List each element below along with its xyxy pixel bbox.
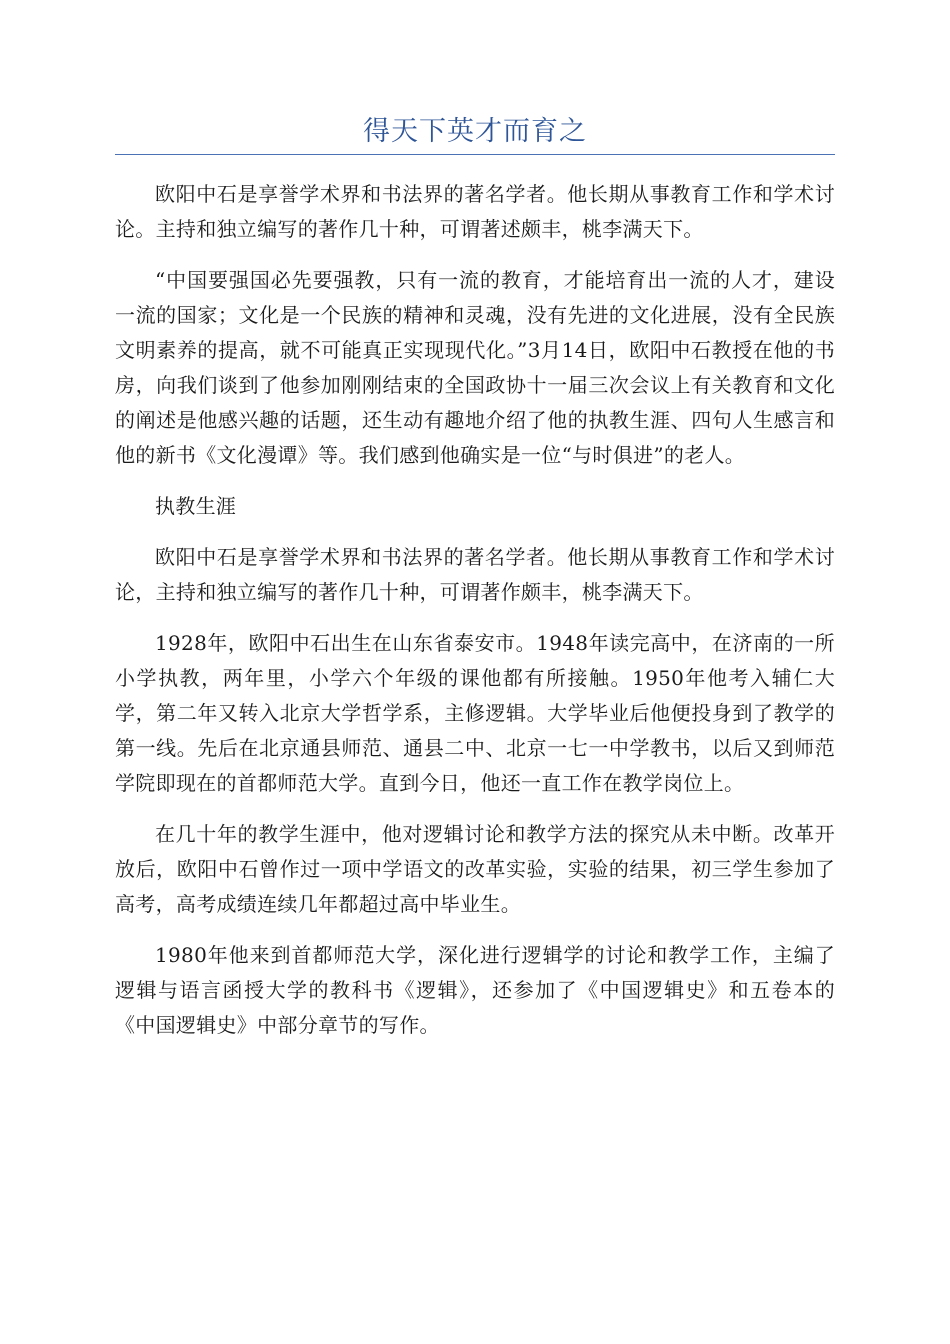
paragraph-capital-normal: 1980年他来到首都师范大学，深化进行逻辑学的讨论和教学工作，主编了逻辑与语言函授大学的教科书《逻辑》，还参加了《中国逻辑史》和五卷本的《中国逻辑史》中部分章节的写作。: [115, 943, 835, 1037]
document-title: 得天下英才而育之: [363, 116, 587, 147]
paragraph-teaching-research: 在几十年的教学生涯中，他对逻辑讨论和教学方法的探究从未中断。改革开放后，欧阳中石曾作过一项中学语文的改革实验，实验的结果，初三学生参加了高考，高考成绩连续几年都超过高中毕业生。: [115, 822, 835, 916]
paragraph-intro: 欧阳中石是享誉学术界和书法界的著名学者。他长期从事教育工作和学术讨论。主持和独立编写的著作几十种，可谓著述颇丰，桃李满天下。: [115, 182, 835, 241]
paragraph-biography: 1928年，欧阳中石出生在山东省泰安市。1948年读完高中，在济南的一所小学执教，两年里，小学六个年级的课他都有所接触。1950年他考入辅仁大学，第二年又转入北京大学哲学系，主修逻辑。大学毕业后他便投身到了教学的第一线。先后在北京通县师范、通县二中、北京一七一中学教书，以后又到师范学院即现在的首都师范大学。直到今日，他还一直工作在教学岗位上。: [115, 631, 835, 795]
document-body: [115, 177, 835, 1059]
paragraph-career-intro: 欧阳中石是享誉学术界和书法界的著名学者。他长期从事教育工作和学术讨论，主持和独立编写的著作几十种，可谓著作颇丰，桃李满天下。: [115, 545, 835, 604]
title-underline: [115, 154, 835, 155]
paragraph-quote: “中国要强国必先要强教，只有一流的教育，才能培育出一流的人才，建设一流的国家；文化是一个民族的精神和灵魂，没有先进的文化进展，没有全民族文明素养的提高，就不可能真正实现现代化。”3月14日，欧阳中石教授在他的书房，向我们谈到了他参加刚刚结束的全国政协十一届三次会议上有关教育和文化的阐述是他感兴趣的话题，还生动有趣地介绍了他的执教生涯、四句人生感言和他的新书《文化漫谭》等。我们感到他确实是一位“与时俱进”的老人。: [115, 268, 835, 467]
section-heading-teaching-career: 执教生涯: [155, 494, 237, 518]
